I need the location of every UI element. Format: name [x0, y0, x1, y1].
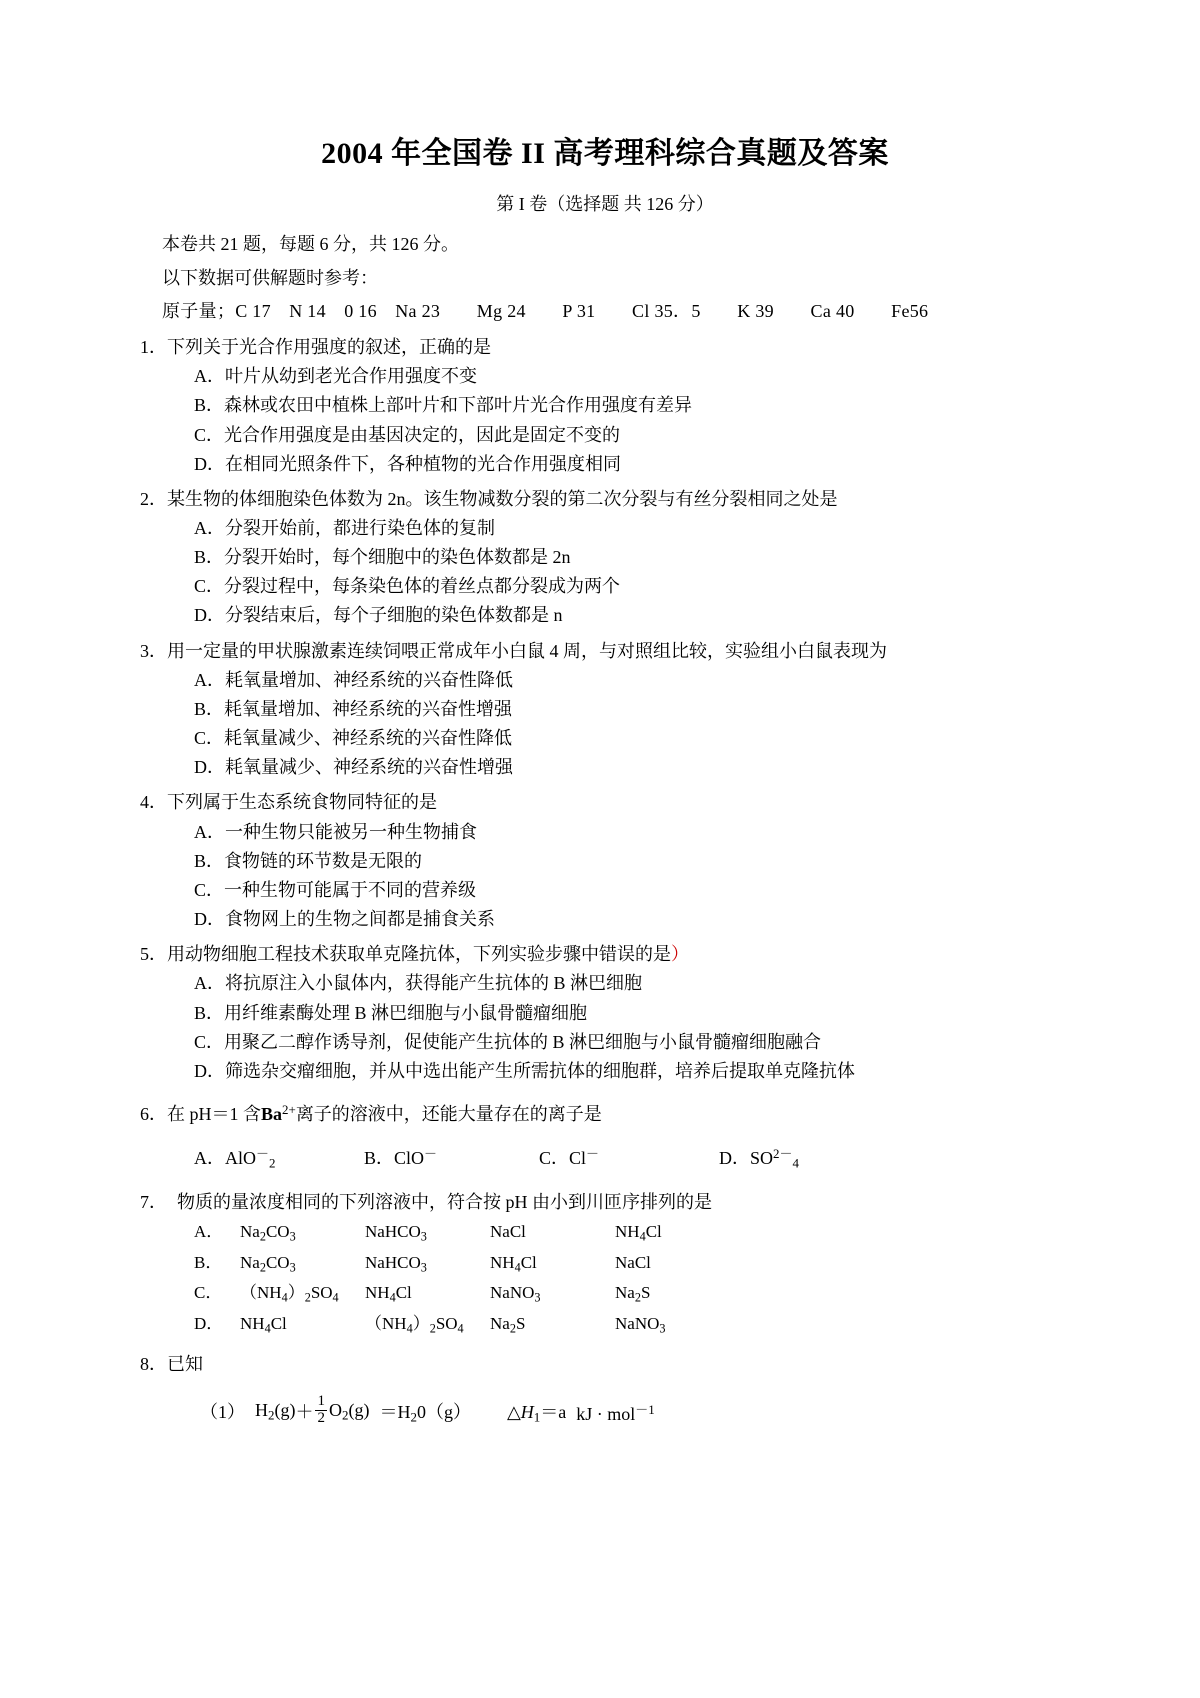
table-cell: $Na_2S$ [615, 1283, 651, 1305]
option-label: B． [194, 698, 225, 719]
question-1-number: 1． [140, 337, 167, 358]
option-label: D． [194, 453, 225, 474]
equation-fraction-half [315, 1394, 327, 1427]
table-cell: NaCl [490, 1221, 526, 1241]
option-label: B． [194, 1002, 225, 1023]
table-cell: $NH_4Cl$ [240, 1314, 287, 1336]
table-row [194, 1309, 1070, 1340]
table-cell: $NH_4Cl$ [490, 1252, 537, 1274]
option-text: 用聚乙二醇作诱导剂，促使能产生抗体的 B 淋巴细胞与小鼠骨髓瘤细胞融合 [224, 1031, 822, 1052]
option-label: B． [194, 1252, 223, 1272]
option-label: D． [194, 605, 225, 626]
option-label: D． [194, 1314, 224, 1334]
fraction-denominator: 2 [317, 1409, 325, 1426]
question-6-ion: Ba [261, 1103, 283, 1124]
question-6-option-d [719, 1143, 889, 1171]
option-text: 分裂开始时，每个细胞中的染色体数都是 2n [224, 547, 571, 568]
question-7-stem: 物质的量浓度相同的下列溶液中，符合按 pH 由小到川匝序排列的是 [177, 1191, 712, 1212]
question-5-option-d [140, 1057, 1070, 1086]
table-cell: NaHCO$_3$ [365, 1252, 427, 1274]
option-charge: － [424, 1146, 437, 1162]
option-label: A． [194, 1147, 225, 1168]
option-label: C． [194, 728, 225, 749]
question-6-stem-pre: 在 pH＝1 含 [167, 1103, 261, 1124]
option-text: 耗氧量减少、神经系统的兴奋性降低 [224, 728, 513, 749]
question-6-ion-charge: 2+ [282, 1102, 296, 1118]
option-subscript: 2 [268, 1155, 276, 1171]
question-1-option-b [140, 391, 1070, 420]
intro-line-2: 以下数据可供解题时参考： [162, 267, 378, 288]
option-subscript: 4 [792, 1155, 799, 1171]
question-1-stem: 下列关于光合作用强度的叙述，正确的是 [167, 337, 491, 358]
option-label: C． [194, 879, 225, 900]
option-text: 食物链的环节数是无限的 [224, 850, 423, 871]
table-row [194, 1248, 1070, 1279]
option-text: 耗氧量增加、神经系统的兴奋性降低 [225, 669, 513, 690]
option-formula: ClO [394, 1147, 425, 1168]
question-5-option-c [140, 1028, 1070, 1057]
option-label: C． [194, 424, 225, 445]
option-label: A． [194, 669, 225, 690]
question-6-option-a [194, 1143, 364, 1171]
question-1 [140, 333, 1070, 362]
option-text: 一种生物只能被另一种生物捕食 [225, 821, 477, 842]
option-formula: AlO [225, 1147, 256, 1168]
option-text: 森林或农田中植株上部叶片和下部叶片光合作用强度有差异 [224, 395, 693, 416]
option-label: C． [194, 1031, 225, 1052]
question-4-option-b [140, 847, 1070, 876]
option-formula: SO [750, 1147, 774, 1168]
table-cell: NaCl [615, 1252, 651, 1272]
question-2-option-b [140, 543, 1070, 572]
question-5-stem-suffix: ） [671, 944, 689, 965]
table-cell: $Na_2CO_3$ [240, 1252, 296, 1274]
section-subtitle: 第 I 卷（选择题 共 126 分） [496, 194, 714, 214]
question-3 [140, 637, 1070, 666]
table-cell: NaNO$_3$ [490, 1283, 541, 1305]
equation-equals: ＝ [379, 1402, 398, 1423]
equation-reactant-2: $O_2(g)$ [328, 1399, 370, 1423]
option-label: C． [194, 576, 225, 597]
option-label: A． [194, 973, 225, 994]
question-8 [140, 1350, 1070, 1379]
intro-atomic-weights: 原子量；C 17 N 14 0 16 Na 23 Mg 24 P 31 Cl 35．5 K 39 Ca 40 Fe56 [162, 301, 929, 322]
table-cell: $Na_2S$ [490, 1314, 526, 1336]
question-6-option-b [364, 1143, 539, 1171]
option-label: D． [194, 909, 225, 930]
option-formula: Cl [569, 1147, 587, 1168]
equation-plus: ＋ [295, 1402, 314, 1423]
question-7-options-table [140, 1217, 1070, 1340]
table-cell: $NH_4Cl$ [615, 1221, 662, 1244]
question-4 [140, 788, 1070, 817]
question-3-option-b [140, 695, 1070, 724]
option-label: A． [194, 366, 225, 387]
option-label: D． [194, 757, 225, 778]
question-5-stem: 用动物细胞工程技术获取单克隆抗体，下列实验步骤中错误的是 [167, 944, 671, 965]
option-label: B． [364, 1147, 395, 1168]
question-6-stem-post: 离子的溶液中，还能大量存在的离子是 [295, 1103, 602, 1124]
option-text: 一种生物可能属于不同的营养级 [224, 879, 477, 900]
equation-reactant-1: $H_2(g)$ [255, 1399, 296, 1423]
option-label: C． [194, 1283, 223, 1303]
option-text: 食物网上的生物之间都是捕食关系 [225, 909, 495, 930]
table-row [194, 1278, 1070, 1309]
option-label: D． [719, 1147, 750, 1168]
question-3-option-c [140, 724, 1070, 753]
question-3-number: 3． [140, 640, 167, 661]
question-2-option-d [140, 601, 1070, 630]
question-4-option-c [140, 876, 1070, 905]
equation-product: $H_20(g)$ [397, 1401, 471, 1425]
option-label: B． [194, 547, 225, 568]
option-text: 用纤维素酶处理 B 淋巴细胞与小鼠骨髓瘤细胞 [224, 1002, 588, 1023]
option-text: 分裂过程中，每条染色体的着丝点都分裂成为两个 [224, 576, 621, 597]
question-3-option-a [140, 666, 1070, 695]
table-row [194, 1217, 1070, 1248]
question-5-option-a [140, 969, 1070, 998]
option-text: 分裂结束后，每个子细胞的染色体数都是 n [225, 605, 563, 626]
table-cell: $Na_2CO_3$ [240, 1221, 296, 1244]
option-text: 光合作用强度是由基因决定的，因此是固定不变的 [224, 424, 621, 445]
question-2-number: 2． [140, 488, 167, 509]
question-6-number: 6． [140, 1103, 167, 1124]
question-4-stem: 下列属于生态系统食物同特征的是 [167, 792, 437, 813]
question-8-equation-1 [140, 1395, 1070, 1428]
option-text: 将抗原注入小鼠体内，获得能产生抗体的 B 淋巴细胞 [225, 973, 643, 994]
equation-enthalpy: $\triangle H_1=a$ [506, 1401, 567, 1425]
option-text: 叶片从幼到老光合作用强度不变 [225, 366, 477, 387]
option-label: B． [194, 395, 225, 416]
table-cell: NaHCO$_3$ [365, 1221, 427, 1244]
question-5-number: 5． [140, 944, 167, 965]
option-label: A． [194, 1221, 224, 1241]
table-cell: NaNO$_3$ [615, 1314, 666, 1336]
option-text: 耗氧量减少、神经系统的兴奋性增强 [225, 757, 513, 778]
question-4-option-d [140, 905, 1070, 934]
question-2-option-c [140, 572, 1070, 601]
question-6 [140, 1100, 1070, 1129]
question-1-option-a [140, 362, 1070, 391]
question-1-option-d [140, 450, 1070, 479]
intro-line-1: 本卷共 21 题，每题 6 分，共 126 分。 [162, 234, 459, 254]
question-8-stem: 已知 [167, 1354, 203, 1375]
question-2-stem: 某生物的体细胞染色体数为 2n。该生物减数分裂的第二次分裂与有丝分裂相同之处是 [167, 488, 838, 509]
question-8-number: 8． [140, 1354, 167, 1375]
equation-unit: kJ · mol$^{-1}$ [576, 1401, 655, 1424]
question-2-option-a [140, 514, 1070, 543]
fraction-numerator: 1 [317, 1393, 325, 1410]
option-label: C． [539, 1147, 570, 1168]
question-6-options [140, 1143, 1070, 1171]
option-text: 在相同光照条件下，各种植物的光合作用强度相同 [225, 453, 621, 474]
question-5-option-b [140, 999, 1070, 1028]
question-4-number: 4． [140, 792, 167, 813]
table-cell: $NH_4Cl$ [365, 1283, 412, 1305]
question-7-number: 7． [140, 1191, 167, 1212]
option-label: D． [194, 1060, 225, 1081]
question-3-stem: 用一定量的甲状腺激素连续饲喂正常成年小白鼠 4 周，与对照组比较，实验组小白鼠表现为 [167, 640, 887, 661]
option-label: A． [194, 821, 225, 842]
page-title: 2004 年全国卷 II 高考理科综合真题及答案 [321, 137, 889, 170]
option-charge: － [256, 1146, 269, 1162]
option-text: 分裂开始前，都进行染色体的复制 [225, 518, 495, 538]
option-text: 筛选杂交瘤细胞，并从中选出能产生所需抗体的细胞群，培养后提取单克隆抗体 [225, 1060, 855, 1081]
option-charge: 2－ [773, 1146, 793, 1162]
question-5 [140, 940, 1070, 969]
option-charge: － [586, 1146, 599, 1162]
option-label: A． [194, 518, 225, 538]
question-3-option-d [140, 753, 1070, 782]
option-text: 耗氧量增加、神经系统的兴奋性增强 [224, 698, 513, 719]
question-7 [140, 1188, 1070, 1217]
question-6-option-c [539, 1143, 719, 1171]
question-2 [140, 485, 1070, 514]
table-cell: $(NH_4)_2SO_4$ [240, 1283, 339, 1305]
question-1-option-c [140, 421, 1070, 450]
table-cell: $(NH_4)_2SO_4$ [365, 1314, 464, 1336]
equation-index: （1） [200, 1402, 245, 1423]
question-4-option-a [140, 818, 1070, 847]
option-label: B． [194, 850, 225, 871]
